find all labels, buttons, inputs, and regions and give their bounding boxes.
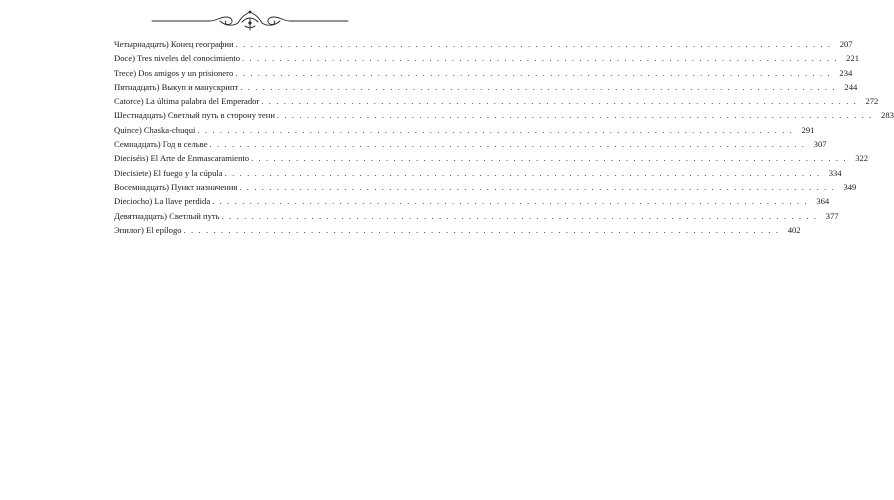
toc-entry[interactable] [114,194,830,208]
toc-page-number: 221 [846,53,860,64]
toc-page-number: 207 [839,39,853,49]
toc-entry-title: Diecisiete) El fuego y la cúpula [114,167,223,178]
toc-entry-title: Trece) Dos amigos y un prisionero [114,67,234,78]
toc-entry-title: Семнадцать) Год в сельве [114,139,208,150]
toc-page-number: 377 [825,210,839,221]
toc-dot-leader: . . . . . . . . . . . . . . . . . . . . . . . . . . . . . . . . . . . . . . . . . . . . . . . . . . . . . . . . . . . . . . . . . . . . . . . . . . . . . . . . [239,181,836,192]
flourish-divider-icon [150,8,350,32]
toc-dot-leader: . . . . . . . . . . . . . . . . . . . . . . . . . . . . . . . . . . . . . . . . . . . . . . . . . . . . . . . . . . . . . . . . . . . . . . . . . . . . . . . . [240,81,837,92]
toc-page-number: 234 [839,67,853,78]
toc-page-number: 322 [855,153,869,164]
toc-entry[interactable] [114,37,853,51]
toc-dot-leader: . . . . . . . . . . . . . . . . . . . . . . . . . . . . . . . . . . . . . . . . . . . . . . . . . . . . . . . . . . . . . . . . . . . . . . . . . . . . . . . . [251,153,848,164]
toc-page-number: 283 [881,110,894,121]
toc-entry[interactable] [114,94,879,108]
toc-entry[interactable] [114,80,858,94]
toc-entry-title: Пятнадцать) Выкуп и манускрипт [114,81,239,92]
toc-entry-title: Catorce) La última palabra del Emperador [114,96,260,107]
toc-entry[interactable] [114,180,857,194]
toc-entry-title: Восемнадцать) Пункт назначения [114,181,238,192]
toc-entry-title: Quince) Chaska-chuqui [114,124,196,135]
toc-entry[interactable] [114,137,827,151]
toc-entry-title: Девятнадцать) Светлый путь [114,210,220,221]
toc-entry[interactable] [114,108,894,122]
toc-entry-title: Эпилог) El epílogo [114,224,182,235]
toc-dot-leader: . . . . . . . . . . . . . . . . . . . . . . . . . . . . . . . . . . . . . . . . . . . . . . . . . . . . . . . . . . . . . . . . . . . . . . . . . . . . . . . . [212,196,809,207]
toc-entry[interactable] [114,151,869,165]
toc-entry[interactable] [114,123,815,137]
toc-dot-leader: . . . . . . . . . . . . . . . . . . . . . . . . . . . . . . . . . . . . . . . . . . . . . . . . . . . . . . . . . . . . . . . . . . . . . . . . . . . . . . . . [224,167,821,178]
toc-page-number: 402 [787,224,801,235]
toc-entry-title: Четырнадцать) Конец географии [114,39,234,49]
toc-dot-leader: . . . . . . . . . . . . . . . . . . . . . . . . . . . . . . . . . . . . . . . . . . . . . . . . . . . . . . . . . . . . . . . . . . . . . . . . . . . . . . . . [235,39,832,49]
toc-page-number: 291 [801,124,815,135]
toc-entry-title: Шестнадцать) Светлый путь в сторону тени [114,110,275,121]
toc-dot-leader: . . . . . . . . . . . . . . . . . . . . . . . . . . . . . . . . . . . . . . . . . . . . . . . . . . . . . . . . . . . . . . . . . . . . . . . . . . . . . . . . [221,210,818,221]
toc-dot-leader: . . . . . . . . . . . . . . . . . . . . . . . . . . . . . . . . . . . . . . . . . . . . . . . . . . . . . . . . . . . . . . . . . . . . . . . . . . . . . . . . [197,124,794,135]
toc-page-number: 364 [816,196,830,207]
toc-dot-leader: . . . . . . . . . . . . . . . . . . . . . . . . . . . . . . . . . . . . . . . . . . . . . . . . . . . . . . . . . . . . . . . . . . . . . . . . . . . . . . . . [276,110,873,121]
toc-entry[interactable] [114,209,839,223]
toc-page-number: 349 [843,181,857,192]
toc-entry-title: Doce) Tres niveles del conocimiento [114,53,241,64]
toc-page-number: 334 [828,167,842,178]
toc-entry[interactable] [114,66,853,80]
toc-dot-leader: . . . . . . . . . . . . . . . . . . . . . . . . . . . . . . . . . . . . . . . . . . . . . . . . . . . . . . . . . . . . . . . . . . . . . . . . . . . . . . . . [235,67,832,78]
toc-entry-title: Dieciocho) La llave perdida [114,196,211,207]
toc-dot-leader: . . . . . . . . . . . . . . . . . . . . . . . . . . . . . . . . . . . . . . . . . . . . . . . . . . . . . . . . . . . . . . . . . . . . . . . . . . . . . . . . [209,139,806,150]
toc-entry-title: Dieciséis) El Arte de Enmascaramiento [114,153,250,164]
toc-dot-leader: . . . . . . . . . . . . . . . . . . . . . . . . . . . . . . . . . . . . . . . . . . . . . . . . . . . . . . . . . . . . . . . . . . . . . . . . . . . . . . . . [242,53,839,64]
table-of-contents [114,37,894,237]
toc-page-number: 272 [865,96,879,107]
toc-page-number: 307 [813,139,827,150]
toc-dot-leader: . . . . . . . . . . . . . . . . . . . . . . . . . . . . . . . . . . . . . . . . . . . . . . . . . . . . . . . . . . . . . . . . . . . . . . . . . . . . . . . . [183,224,780,235]
toc-entry[interactable] [114,166,842,180]
toc-entry[interactable] [114,51,860,65]
toc-entry[interactable] [114,223,801,237]
toc-page-number: 244 [844,81,858,92]
toc-dot-leader: . . . . . . . . . . . . . . . . . . . . . . . . . . . . . . . . . . . . . . . . . . . . . . . . . . . . . . . . . . . . . . . . . . . . . . . . . . . . . . . . [261,96,858,107]
